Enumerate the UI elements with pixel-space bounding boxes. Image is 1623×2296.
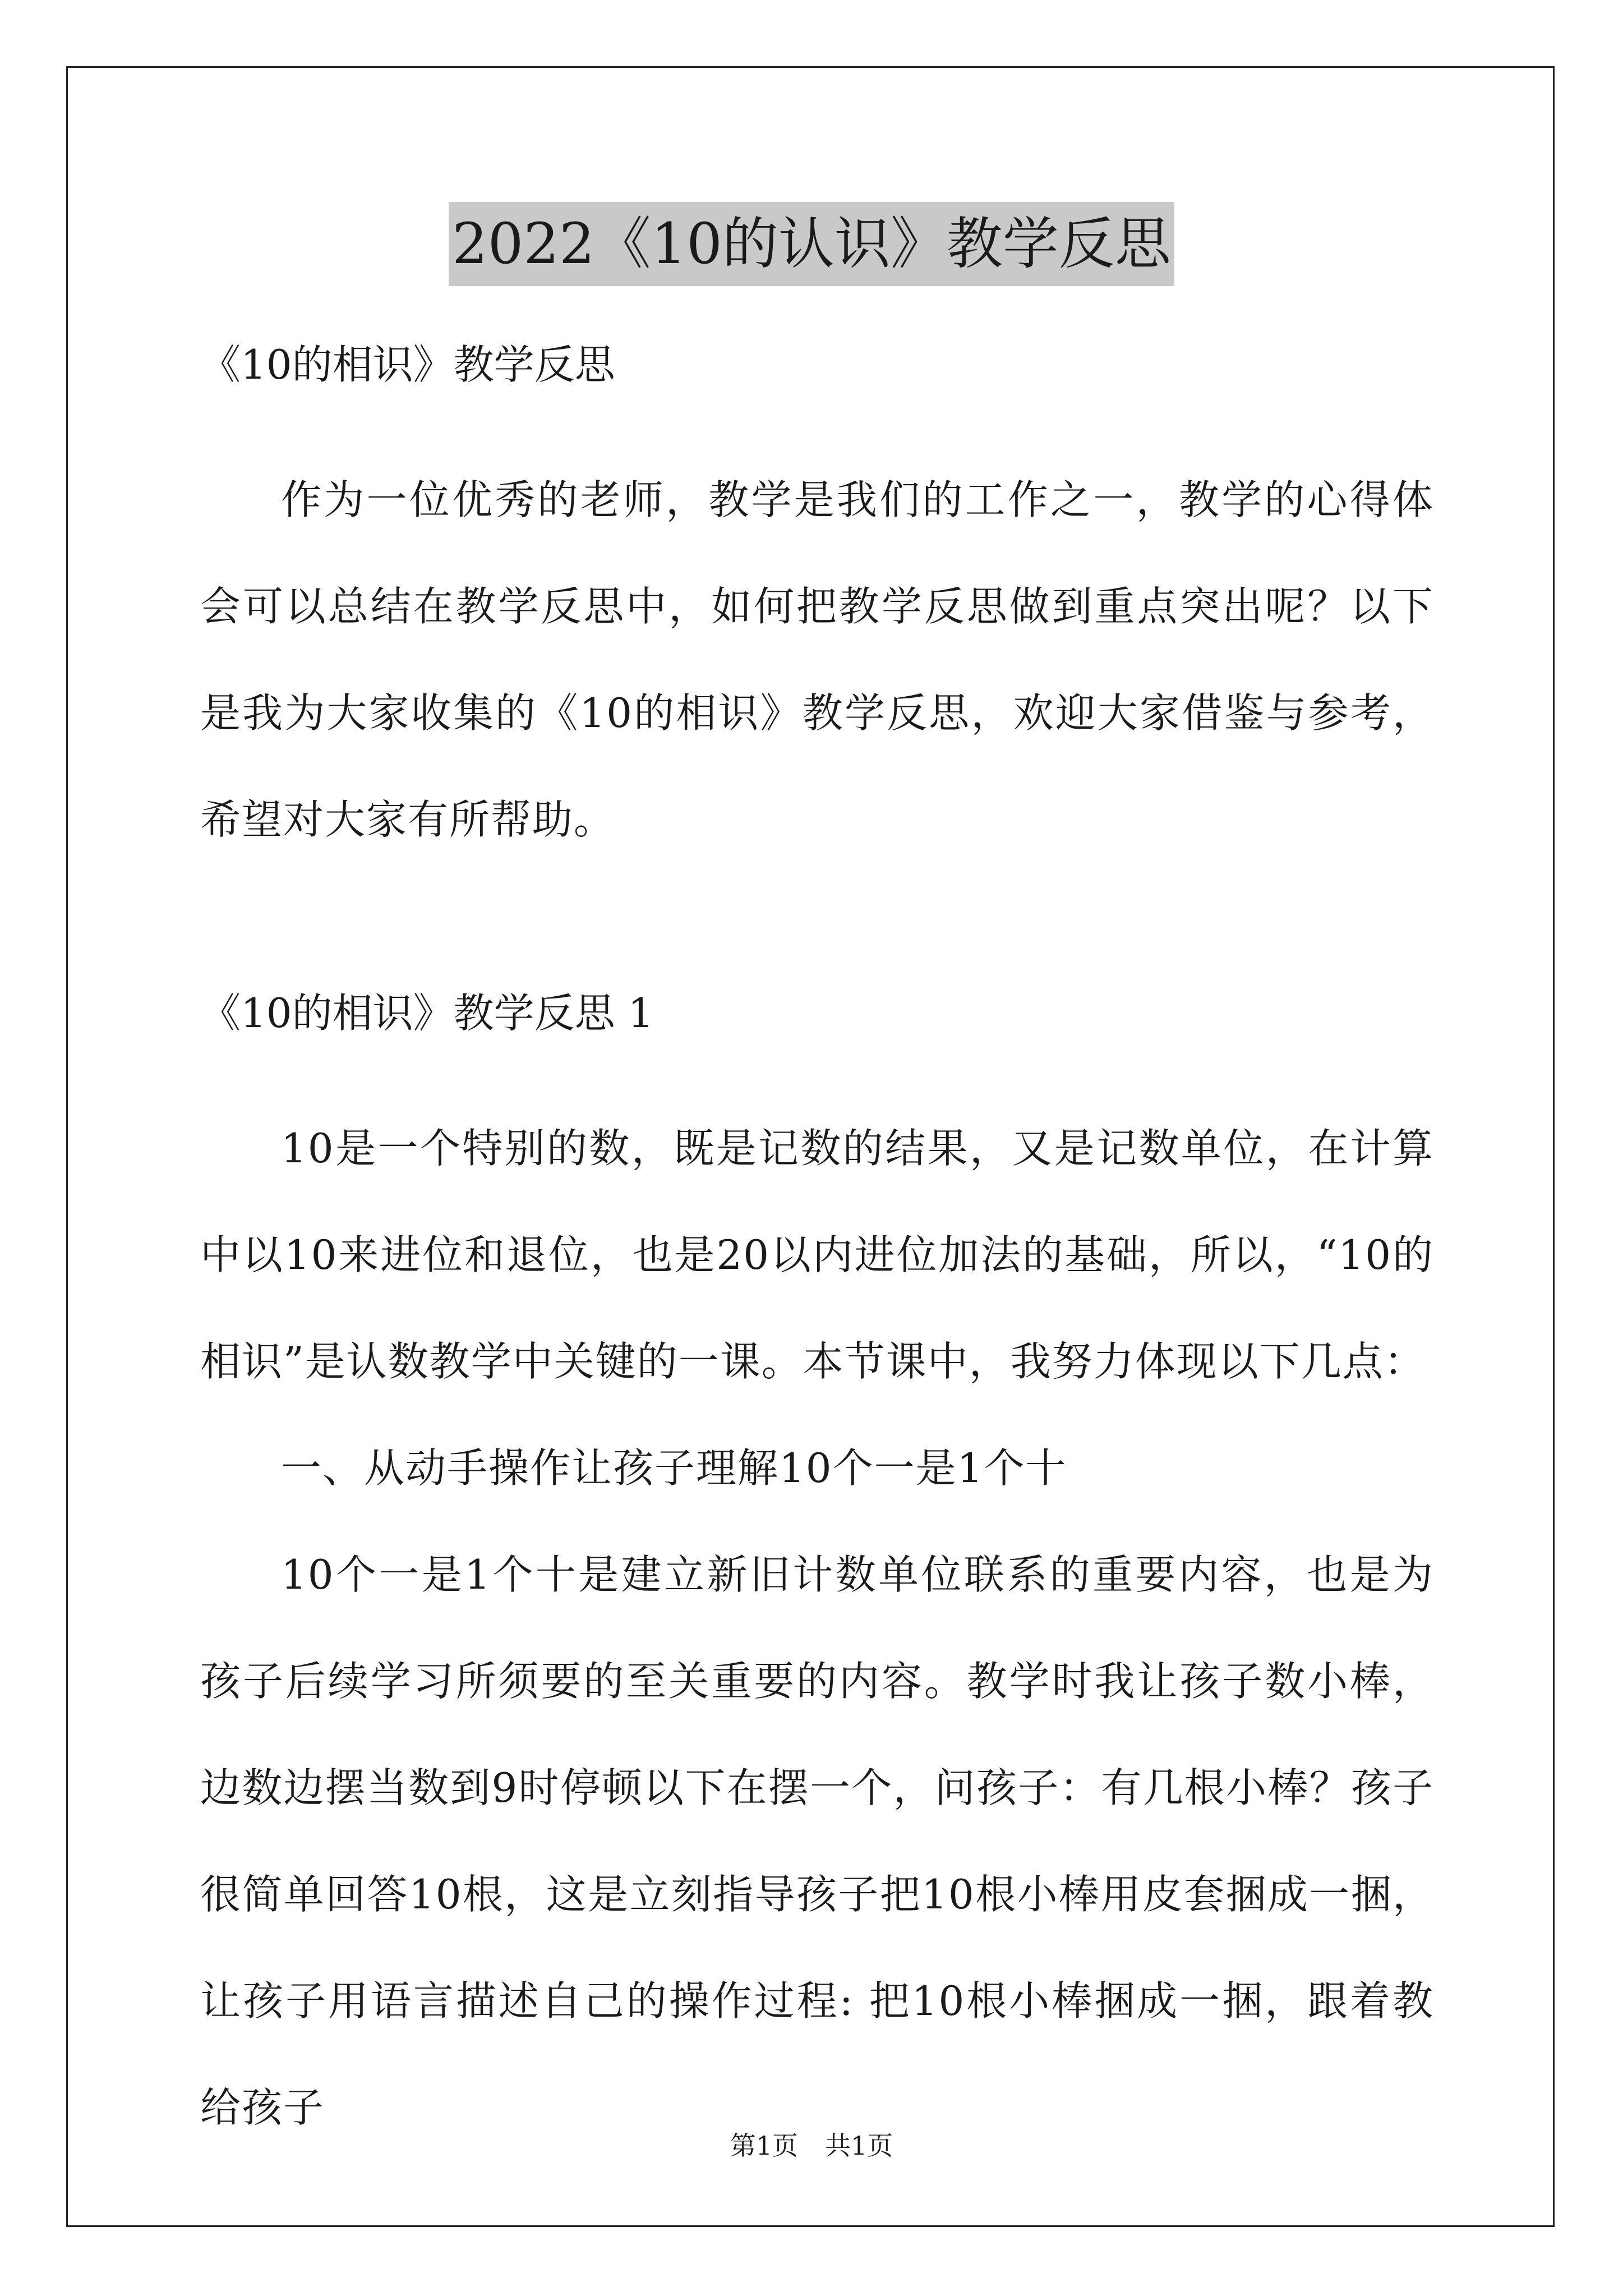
section1-paragraph: 10个一是1个十是建立新旧计数单位联系的重要内容，也是为孩子后续学习所须要的至关重要的内容。教学时我让孩子数小棒，边数边摆当数到9时停顿以下在摆一个，问孩子：有几根小棒？孩子很简单回答10根，这是立刻指导孩子把10根小棒用皮套捆成一捆，让孩子用语言描述自己的操作过程: 把10根小棒捆成一捆，跟着教给孩子 [200, 1551, 1434, 2131]
page-number: 第1页 [730, 2131, 798, 2161]
section1-heading: 《10的相识》教学反思 1 [200, 990, 654, 1037]
page-footer [0, 2129, 1623, 2162]
section-spacer [200, 873, 1434, 985]
section1-paragraph: 10是一个特别的数，既是记数的结果，又是记数单位，在计算中以10来进位和退位，也是20以内进位加法的基础，所以，“10的相识”是认数教学中关键的一课。本节课中，我努力体现以下几点： [200, 1125, 1434, 1385]
document-body [200, 337, 1434, 2161]
intro-heading: 《10的相识》教学反思 [200, 341, 615, 388]
document-title: 2022《10的认识》教学反思 [449, 202, 1174, 286]
title-container [0, 202, 1623, 286]
section1-subheading: 一、从动手操作让孩子理解10个一是1个十 [281, 1444, 1067, 1492]
page-total: 共1页 [825, 2131, 893, 2161]
intro-paragraph: 作为一位优秀的老师，教学是我们的工作之一，教学的心得体会可以总结在教学反思中，如何把教学反思做到重点突出呢？以下是我为大家收集的《10的相识》教学反思，欢迎大家借鉴与参考，希望对大家有所帮助。 [200, 476, 1434, 843]
